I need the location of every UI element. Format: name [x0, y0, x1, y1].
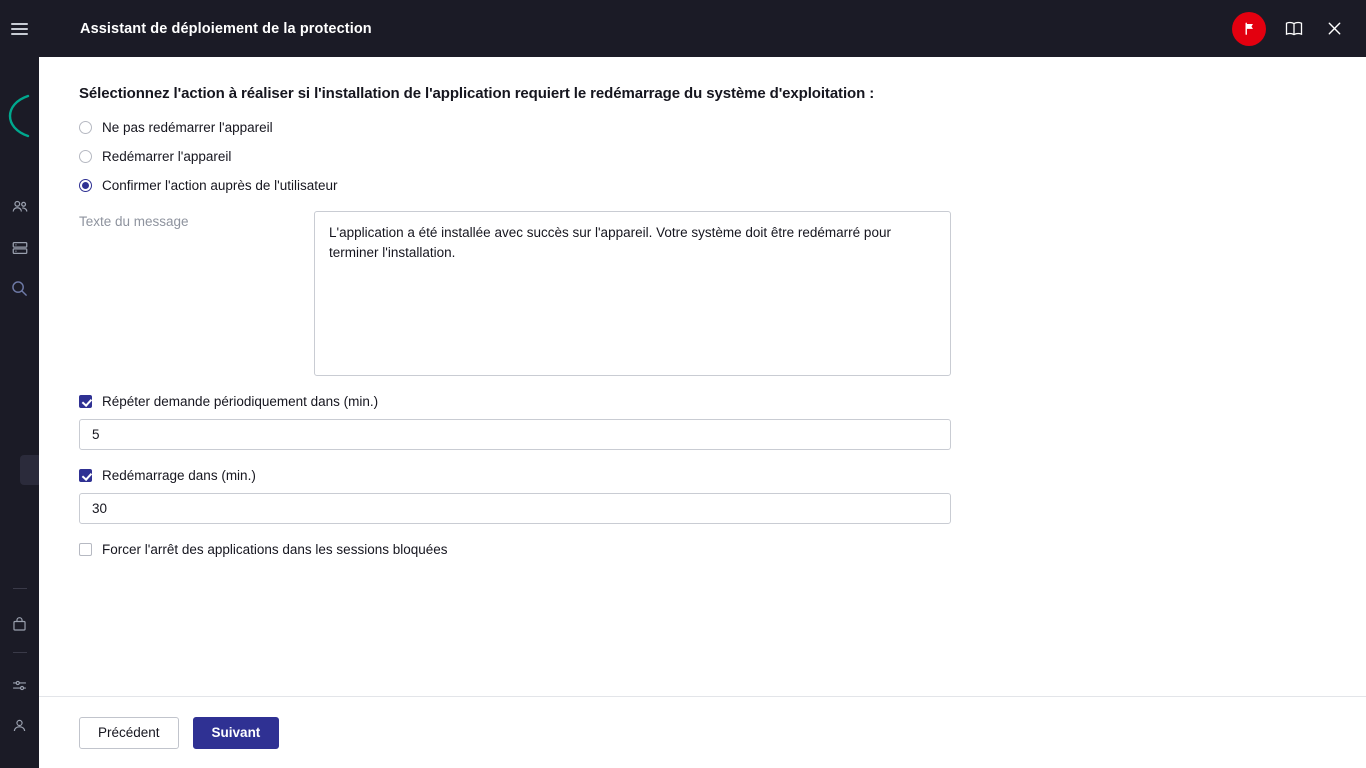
message-text-row [79, 211, 1326, 376]
restart-in-checkbox-row[interactable] [79, 468, 1326, 483]
radio-label: Ne pas redémarrer l'appareil [102, 120, 273, 135]
restart-in-input[interactable] [79, 493, 951, 524]
force-quit-label: Forcer l'arrêt des applications dans les sessions bloquées [102, 542, 448, 557]
sidebar-item-account[interactable] [0, 710, 39, 740]
restart-in-label: Redémarrage dans (min.) [102, 468, 256, 483]
close-icon[interactable] [1322, 17, 1346, 41]
repeat-request-input[interactable] [79, 419, 951, 450]
hamburger-bar [11, 28, 28, 30]
app-logo-icon [0, 88, 39, 144]
flag-badge-icon[interactable] [1232, 12, 1266, 46]
radio-icon[interactable] [79, 150, 92, 163]
radio-option-restart[interactable] [79, 149, 1326, 164]
message-text-label: Texte du message [79, 214, 189, 229]
sidebar-divider [13, 652, 27, 653]
repeat-request-label: Répéter demande périodiquement dans (min.) [102, 394, 379, 409]
page-title: Sélectionnez l'action à réaliser si l'installation de l'application requiert le redémarrage du système d'exploitation : [79, 85, 875, 102]
radio-option-do-not-restart[interactable] [79, 120, 1326, 135]
checkbox-icon-checked[interactable] [79, 395, 92, 408]
hamburger-bar [11, 33, 28, 35]
radio-option-prompt-user[interactable] [79, 178, 1326, 193]
window-title: Assistant de déploiement de la protection [80, 20, 372, 37]
wizard-footer [39, 696, 1366, 768]
message-text-input[interactable] [314, 211, 951, 376]
radio-icon-selected[interactable] [79, 179, 92, 192]
sidebar-item-search[interactable] [0, 273, 39, 303]
book-icon[interactable] [1282, 17, 1306, 41]
hamburger-menu-icon[interactable] [0, 20, 39, 38]
wizard-panel [39, 0, 1366, 768]
sidebar-divider [13, 588, 27, 589]
titlebar-actions [1232, 12, 1346, 46]
back-button[interactable]: Précédent [79, 717, 179, 749]
sidebar-item-settings[interactable] [0, 670, 39, 700]
checkbox-icon-checked[interactable] [79, 469, 92, 482]
force-quit-checkbox-row[interactable] [79, 542, 1326, 557]
restart-action-radio-group [79, 120, 1326, 193]
hamburger-bar [11, 23, 28, 25]
next-button[interactable]: Suivant [193, 717, 280, 749]
sidebar-item-devices[interactable] [0, 192, 39, 222]
radio-label: Confirmer l'action auprès de l'utilisateur [102, 178, 338, 193]
window-titlebar [39, 0, 1366, 57]
wizard-content [39, 57, 1366, 696]
sidebar-item-server[interactable] [0, 233, 39, 263]
left-navigation-sidebar [0, 0, 39, 768]
checkbox-icon[interactable] [79, 543, 92, 556]
radio-label: Redémarrer l'appareil [102, 149, 232, 164]
radio-icon[interactable] [79, 121, 92, 134]
repeat-request-checkbox-row[interactable] [79, 394, 1326, 409]
sidebar-item-packages[interactable] [0, 609, 39, 639]
